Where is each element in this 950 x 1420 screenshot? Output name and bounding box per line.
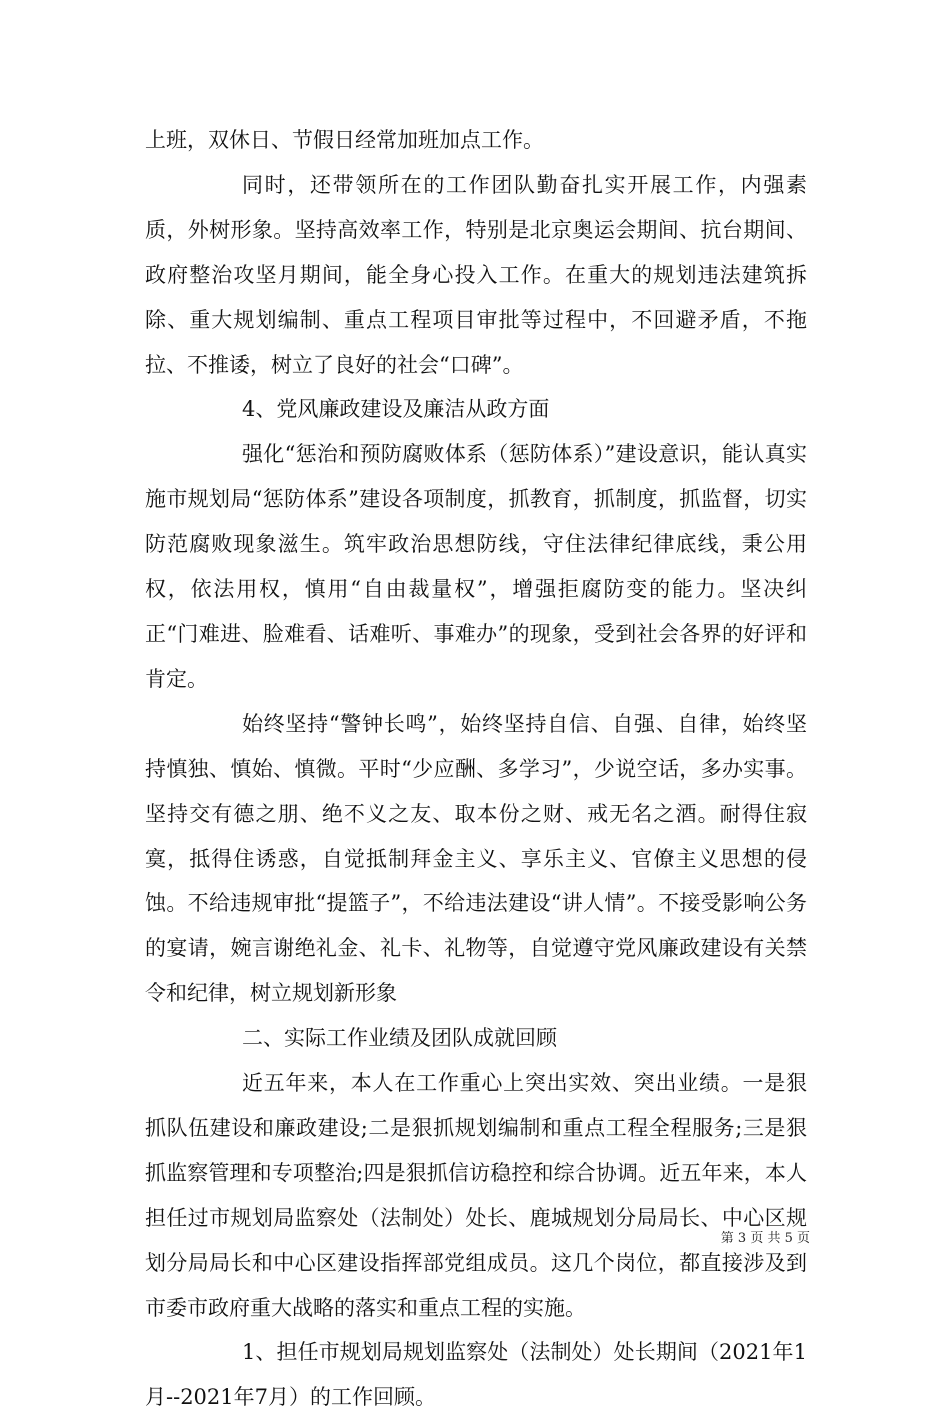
paragraph-five-years: 近五年来，本人在工作重心上突出实效、突出业绩。一是狠抓队伍建设和廉政建设;二是狠抓规划编制和重点工程全程服务;三是狠抓监察管理和专项整治;四是狠抓信访稳控和综合协调。近五年来，本人担任过市规划局监察处（法制处）处长、鹿城规划分局局长、中心区规划分局局长和中心区建设指挥部党组成员。这几个岗位，都直接涉及到市委市政府重大战略的落实和重点工程的实施。 bbox=[145, 1071, 807, 1320]
document-body bbox=[145, 118, 807, 1420]
paragraph-continuation: 上班，双休日、节假日经常加班加点工作。 bbox=[145, 128, 544, 152]
paragraph-team-work: 同时，还带领所在的工作团队勤奋扎实开展工作，内强素质，外树形象。坚持高效率工作，特别是北京奥运会期间、抗台期间、政府整治攻坚月期间，能全身心投入工作。在重大的规划违法建筑拆除、重大规划编制、重点工程项目审批等过程中，不回避矛盾，不拖拉、不推诿，树立了良好的社会“口碑”。 bbox=[145, 172, 807, 377]
section-heading-achievements: 二、实际工作业绩及团队成就回顾 bbox=[242, 1026, 557, 1051]
paragraph-self-discipline: 始终坚持“警钟长鸣”，始终坚持自信、自强、自律，始终坚持慎独、慎始、慎微。平时“少应酬、多学习”，少说空话，多办实事。坚持交有德之朋、绝不义之友、取本份之财、戒无名之酒。耐得住寂寞，抵得住诱惑，自觉抵制拜金主义、享乐主义、官僚主义思想的侵蚀。不给违规审批“提篮子”，不给违法建设“讲人情”。不接受影响公务的宴请，婉言谢绝礼金、礼卡、礼物等，自觉遵守党风廉政建设有关禁令和纪律，树立规划新形象 bbox=[145, 711, 807, 1006]
paragraph-supervision-review: 1、担任市规划局规划监察处（法制处）处长期间（2021年1月--2021年7月）的工作回顾。 bbox=[145, 1340, 807, 1410]
section-heading-integrity: 4、党风廉政建设及廉洁从政方面 bbox=[242, 397, 550, 422]
page-number-footer: 第 3 页 共 5 页 bbox=[720, 1231, 810, 1246]
paragraph-anti-corruption: 强化“惩治和预防腐败体系（惩防体系）”建设意识，能认真实施市规划局“惩防体系”建设各项制度，抓教育，抓制度，抓监督，切实防范腐败现象滋生。筑牢政治思想防线，守住法律纪律底线，秉公用权，依法用权，慎用“自由裁量权”，增强拒腐防变的能力。坚决纠正“门难进、脸难看、话难听、事难办”的现象，受到社会各界的好评和肯定。 bbox=[145, 442, 807, 691]
